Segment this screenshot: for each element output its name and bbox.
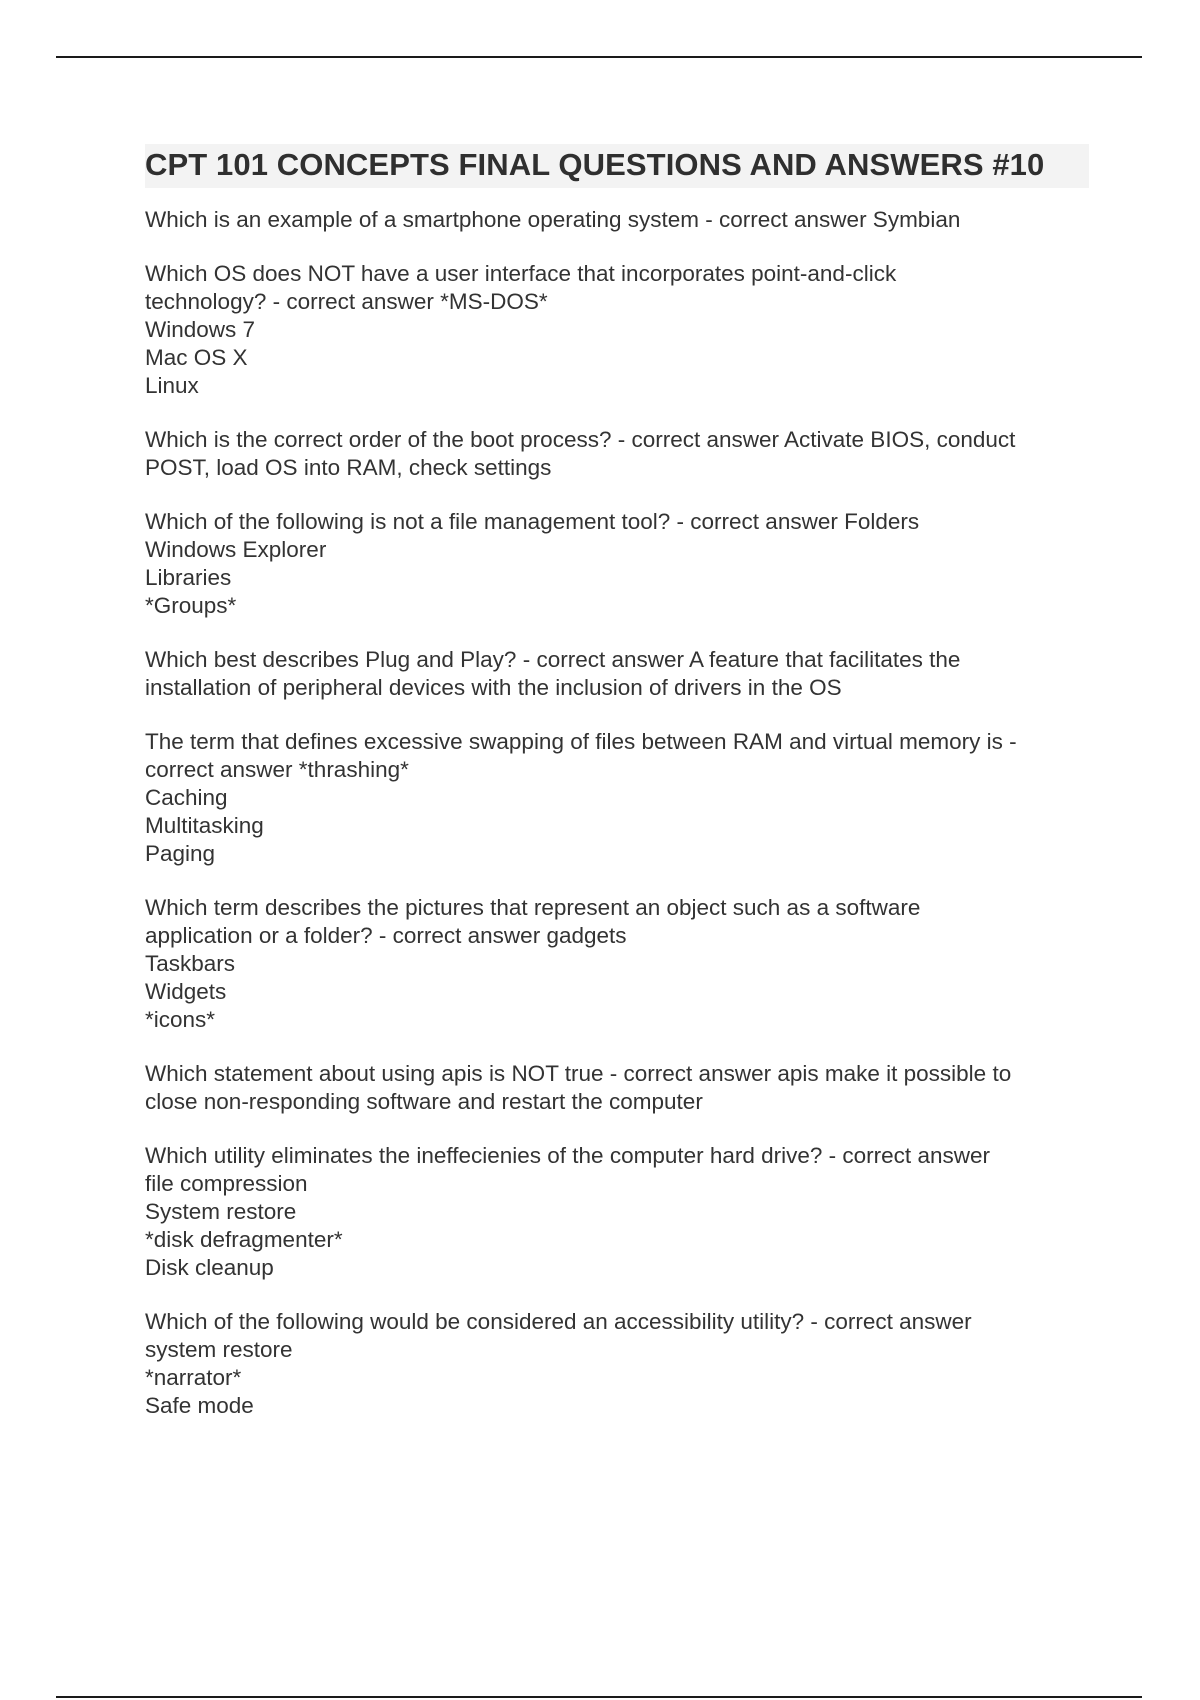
qa-line: Widgets bbox=[145, 979, 227, 1004]
qa-line: *Groups* bbox=[145, 593, 237, 618]
qa-line: *icons* bbox=[145, 1007, 216, 1032]
qa-line: POST, load OS into RAM, check settings bbox=[145, 455, 552, 480]
qa-line: Caching bbox=[145, 785, 228, 810]
page-bottom-rule bbox=[56, 1696, 1142, 1698]
qa-line: Which OS does NOT have a user interface that incorporates point-and-click bbox=[145, 261, 897, 286]
qa-line: Which is the correct order of the boot process? - correct answer Activate BIOS, conduct bbox=[145, 427, 1016, 452]
qa-line: technology? - correct answer *MS-DOS* bbox=[145, 289, 548, 314]
qa-item-3 bbox=[145, 426, 1095, 482]
qa-line: Paging bbox=[145, 841, 216, 866]
qa-line: Which utility eliminates the ineffecienies of the computer hard drive? - correct answer bbox=[145, 1143, 990, 1168]
qa-line: Taskbars bbox=[145, 951, 236, 976]
qa-line: Linux bbox=[145, 373, 199, 398]
qa-line: Which statement about using apis is NOT true - correct answer apis make it possible to bbox=[145, 1061, 1012, 1086]
qa-item-6 bbox=[145, 728, 1095, 868]
qa-line: system restore bbox=[145, 1337, 293, 1362]
qa-line: correct answer *thrashing* bbox=[145, 757, 409, 782]
page-top-rule bbox=[56, 56, 1142, 58]
qa-item-7 bbox=[145, 894, 1095, 1034]
qa-line: installation of peripheral devices with the inclusion of drivers in the OS bbox=[145, 675, 842, 700]
qa-line: Windows Explorer bbox=[145, 537, 327, 562]
document-body bbox=[145, 144, 1095, 1446]
qa-line: *narrator* bbox=[145, 1365, 242, 1390]
qa-item-9 bbox=[145, 1142, 1095, 1282]
qa-item-5 bbox=[145, 646, 1095, 702]
qa-item-10 bbox=[145, 1308, 1095, 1420]
qa-line: Which is an example of a smartphone operating system - correct answer Symbian bbox=[145, 207, 961, 232]
qa-line: Disk cleanup bbox=[145, 1255, 274, 1280]
qa-item-8 bbox=[145, 1060, 1095, 1116]
qa-line: Which of the following would be considered an accessibility utility? - correct answer bbox=[145, 1309, 972, 1334]
qa-item-4 bbox=[145, 508, 1095, 620]
qa-line: Which best describes Plug and Play? - correct answer A feature that facilitates the bbox=[145, 647, 961, 672]
qa-line: application or a folder? - correct answer gadgets bbox=[145, 923, 627, 948]
qa-line: *disk defragmenter* bbox=[145, 1227, 343, 1252]
qa-line: Safe mode bbox=[145, 1393, 254, 1418]
document-title: CPT 101 CONCEPTS FINAL QUESTIONS AND ANSWERS #10 bbox=[145, 147, 1045, 182]
qa-line: Mac OS X bbox=[145, 345, 248, 370]
qa-line: Multitasking bbox=[145, 813, 264, 838]
qa-line: Libraries bbox=[145, 565, 232, 590]
qa-line: The term that defines excessive swapping of files between RAM and virtual memory is - bbox=[145, 729, 1017, 754]
qa-line: System restore bbox=[145, 1199, 297, 1224]
qa-item-1 bbox=[145, 206, 1095, 234]
qa-item-2 bbox=[145, 260, 1095, 400]
qa-line: Windows 7 bbox=[145, 317, 256, 342]
qa-line: Which of the following is not a file management tool? - correct answer Folders bbox=[145, 509, 920, 534]
title-banner bbox=[145, 144, 1089, 188]
qa-line: Which term describes the pictures that represent an object such as a software bbox=[145, 895, 921, 920]
qa-line: close non-responding software and restart the computer bbox=[145, 1089, 703, 1114]
qa-line: file compression bbox=[145, 1171, 308, 1196]
